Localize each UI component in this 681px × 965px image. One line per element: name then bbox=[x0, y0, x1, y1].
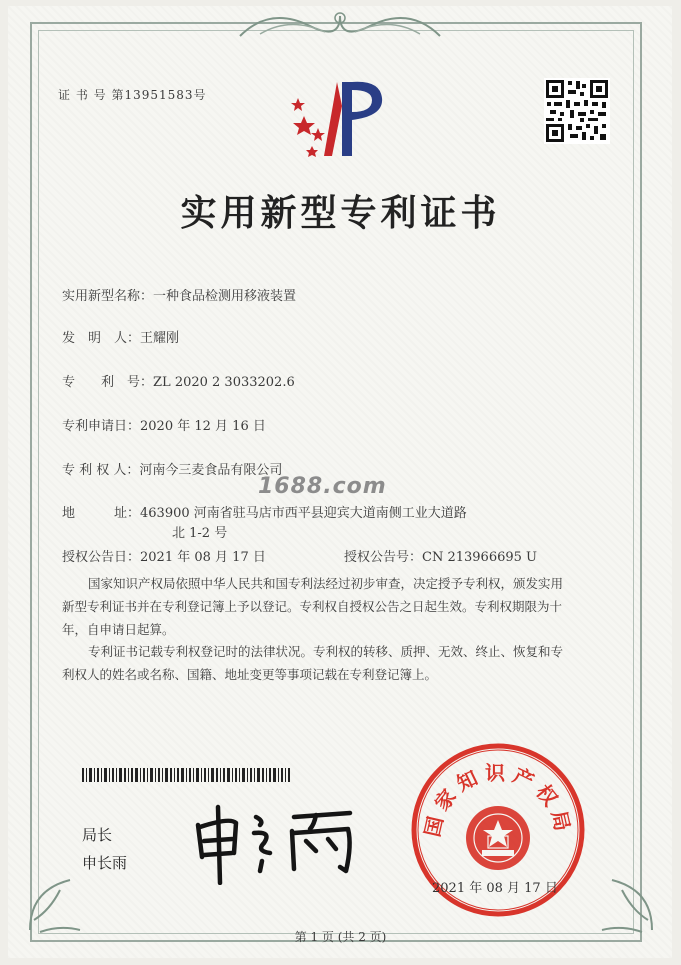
page-number: 第 1 页 (共 2 页) bbox=[294, 930, 387, 944]
qr-code bbox=[544, 78, 610, 144]
certificate-number: 证 书 号 第13951583号 bbox=[58, 88, 207, 102]
grant-number-label: 授权公告号： bbox=[344, 550, 423, 565]
legal-paragraph-1 bbox=[62, 572, 614, 641]
patent-office-logo bbox=[282, 76, 392, 162]
paragraph-1-line-2: 新型专利证书并在专利登记簿上予以登记。专利权自授权公告之日起生效。专利权期限为十 bbox=[62, 599, 563, 614]
patentee-label: 专 利 权 人： bbox=[62, 463, 140, 478]
paragraph-2-line-1: 专利证书记载专利权登记时的法律状况。专利权的转移、质押、无效、终止、恢复和专 bbox=[88, 644, 564, 659]
inventor-value: 王耀刚 bbox=[140, 331, 180, 346]
utility-name-row bbox=[62, 285, 296, 304]
paragraph-2-line-2: 利权人的姓名或名称、国籍、地址变更等事项记载在专利登记簿上。 bbox=[62, 667, 438, 682]
grant-date-row bbox=[62, 546, 266, 565]
grant-number-value: CN 213966695 U bbox=[422, 550, 537, 565]
watermark-text: 1688.com bbox=[258, 474, 387, 499]
application-date-label: 专利申请日： bbox=[62, 419, 141, 434]
paragraph-1-line-1: 国家知识产权局依照中华人民共和国专利法经过初步审查，决定授予专利权，颁发实用 bbox=[88, 576, 564, 591]
director-title: 局长 bbox=[82, 826, 113, 844]
address-line2-row bbox=[172, 522, 227, 541]
handwritten-signature bbox=[190, 795, 360, 885]
grant-number-row bbox=[344, 546, 537, 565]
patent-number-value: ZL 2020 2 3033202.6 bbox=[153, 375, 295, 390]
director-name: 申长雨 bbox=[82, 854, 128, 872]
top-ornament bbox=[230, 6, 450, 46]
barcode bbox=[82, 768, 290, 782]
seal-date: 2021 年 08 月 17 日 bbox=[432, 881, 558, 896]
grant-date-label: 授权公告日： bbox=[62, 550, 141, 565]
paragraph-1-line-3: 年，自申请日起算。 bbox=[62, 622, 175, 637]
patent-number-label: 专 利 号： bbox=[62, 375, 154, 390]
certificate-title: 实用新型专利证书 bbox=[180, 192, 501, 234]
address-value-line2: 北 1-2 号 bbox=[172, 526, 228, 541]
address-row bbox=[62, 502, 467, 521]
address-value-line1: 463900 河南省驻马店市西平县迎宾大道南侧工业大道路 bbox=[140, 506, 467, 521]
inventor-row bbox=[62, 327, 179, 346]
inventor-label: 发 明 人： bbox=[62, 331, 141, 346]
application-date-row bbox=[62, 415, 266, 434]
patentee-row bbox=[62, 459, 282, 478]
legal-paragraph-2 bbox=[62, 640, 614, 686]
utility-name-label: 实用新型名称： bbox=[62, 289, 154, 304]
utility-name-value: 一种食品检测用移液装置 bbox=[153, 289, 297, 304]
patentee-value: 河南今三麦食品有限公司 bbox=[139, 463, 283, 478]
patent-number-row bbox=[62, 371, 295, 390]
grant-date-value: 2021 年 08 月 17 日 bbox=[140, 550, 266, 565]
address-label: 地 址： bbox=[62, 506, 141, 521]
application-date-value: 2020 年 12 月 16 日 bbox=[140, 419, 266, 434]
svg-text:国家知识产权局: 国家知识产权局 bbox=[420, 760, 576, 839]
